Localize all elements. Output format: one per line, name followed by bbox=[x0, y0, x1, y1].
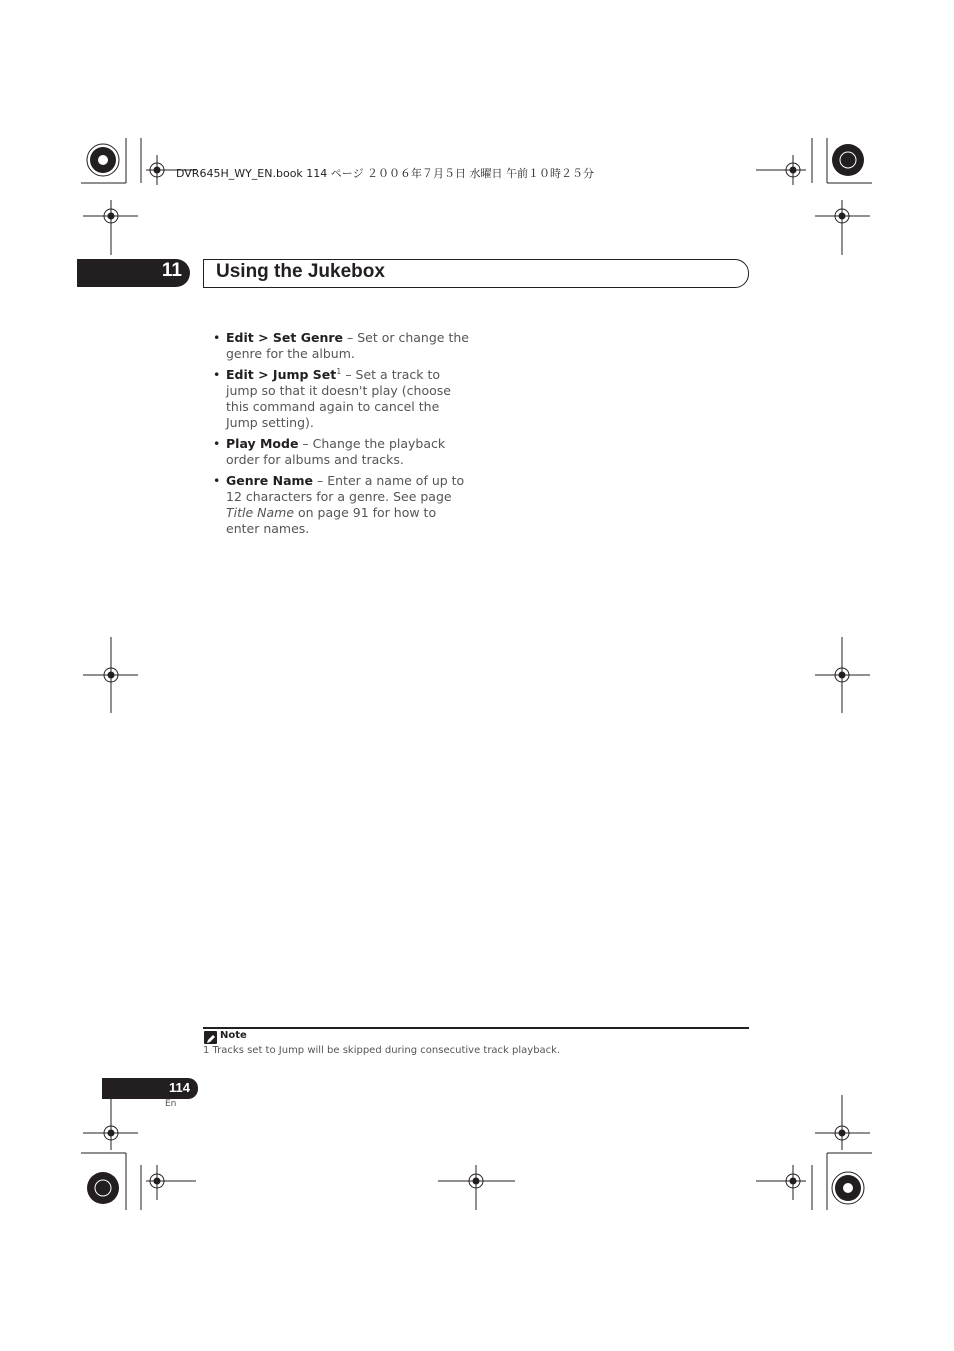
bullet-icon: • bbox=[213, 330, 221, 345]
crosshair-mark bbox=[146, 1165, 196, 1200]
list-item bbox=[213, 436, 469, 468]
starburst-target-top-left bbox=[87, 144, 119, 176]
page-number: 114 bbox=[169, 1080, 190, 1095]
bullet-icon: • bbox=[213, 436, 221, 451]
starburst-target-bottom-left bbox=[87, 1172, 119, 1204]
note-divider bbox=[203, 1027, 749, 1029]
bullet-term: Play Mode bbox=[226, 436, 299, 451]
cross-reference: Title Name bbox=[226, 505, 295, 520]
footnote-ref: 1 bbox=[336, 366, 342, 376]
bullet-term: Genre Name bbox=[226, 473, 314, 488]
language-code: En bbox=[165, 1099, 177, 1109]
bullet-icon: • bbox=[213, 473, 221, 488]
bullet-text: – Enter a name of up to 12 characters for a genre. See page bbox=[226, 473, 465, 504]
chapter-title: Using the Jukebox bbox=[216, 261, 385, 282]
bullet-text: – Set or change the genre for the album. bbox=[226, 330, 469, 361]
option-bullet-list bbox=[213, 330, 469, 542]
chapter-number-tab bbox=[77, 259, 190, 287]
crosshair-mark bbox=[438, 1165, 515, 1210]
crosshair-mark bbox=[815, 200, 870, 255]
page-number-tab bbox=[102, 1078, 198, 1099]
note-pencil-icon bbox=[204, 1031, 217, 1044]
starburst-target-bottom-right bbox=[832, 1172, 864, 1204]
file-header-line: DVR645H_WY_EN.book 114 ページ ２００６年７月５日 水曜日 午前１０時２５分 bbox=[176, 167, 595, 180]
list-item bbox=[213, 367, 469, 431]
crosshair-mark bbox=[815, 1095, 870, 1150]
crosshair-mark bbox=[756, 1165, 806, 1200]
crosshair-mark bbox=[83, 637, 138, 713]
list-item bbox=[213, 473, 469, 537]
bullet-text: – Change the playback order for albums and tracks. bbox=[226, 436, 446, 467]
chapter-number: 11 bbox=[161, 260, 182, 281]
bullet-term: Edit > Set Genre bbox=[226, 330, 344, 345]
starburst-target-top-right bbox=[832, 144, 864, 176]
note-label: Note bbox=[220, 1030, 247, 1041]
chapter-title-box bbox=[203, 259, 749, 288]
bullet-icon: • bbox=[213, 367, 221, 382]
bullet-text: – Set a track to jump so that it doesn't play (choose this command again to cancel the Jump setting). bbox=[226, 367, 451, 430]
bullet-term: Edit > Jump Set bbox=[226, 367, 337, 382]
list-item bbox=[213, 330, 469, 362]
crosshair-mark bbox=[815, 637, 870, 713]
crosshair-mark bbox=[756, 155, 806, 185]
crosshair-mark bbox=[83, 1095, 138, 1150]
footnote-text: 1 Tracks set to Jump will be skipped during consecutive track playback. bbox=[203, 1045, 561, 1056]
crosshair-mark bbox=[83, 200, 138, 255]
bullet-text: on page 91 for how to enter names. bbox=[226, 505, 437, 536]
